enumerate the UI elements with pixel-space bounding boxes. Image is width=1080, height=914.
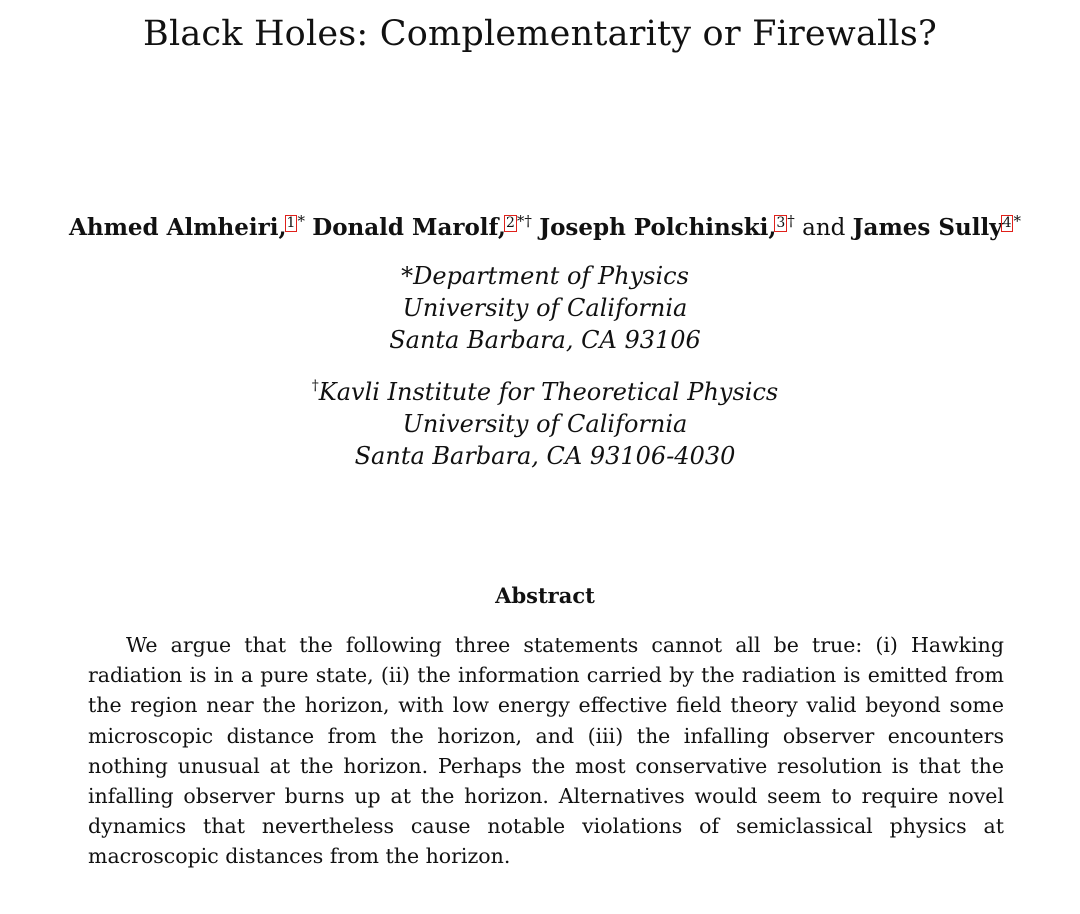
author-name: Ahmed Almheiri, (69, 214, 287, 241)
footnote-link[interactable]: 4 (1002, 215, 1012, 231)
abstract-text: We argue that the following three statements cannot all be true: (i) Hawking radiation is in a pure state, (ii) the information carried by the radiation is emitted from the region near the horizon, with low energy effective field theory valid beyond some microscopic distance from the horizon, and (iii) the infalling observer encounters nothing unusual at the horizon. Perhaps the most conservative resolution is that the infalling observer burns up at the horizon. Alternatives would seem to require novel dynamics that nevertheless cause notable violations of semiclassical physics at macroscopic distances from the horizon. (88, 633, 1004, 869)
author-conjunction: and (802, 215, 846, 241)
author-name: James Sully (852, 214, 1003, 241)
author-name: Donald Marolf, (312, 214, 506, 241)
affiliation-text: Kavli Institute for Theoretical Physics (318, 378, 779, 406)
affiliation-marker: *† (516, 212, 532, 230)
affiliation-marker: * (1013, 212, 1021, 230)
affiliation-line: University of California (402, 294, 688, 322)
footnote-link[interactable]: 1 (286, 215, 296, 231)
affiliation-marker: † (311, 378, 319, 394)
affiliation-line: *Department of Physics (401, 262, 689, 290)
affiliation-line: Santa Barbara, CA 93106 (389, 326, 701, 354)
abstract-heading: Abstract (495, 583, 595, 608)
affiliation-line: University of California (402, 410, 688, 438)
affiliation-marker: † (787, 212, 795, 230)
affiliation-marker: * (297, 212, 305, 230)
footnote-link[interactable]: 2 (505, 215, 515, 231)
affiliation-line: Santa Barbara, CA 93106-4030 (354, 442, 736, 470)
affiliation-physics-dept (0, 260, 1080, 356)
author-list (0, 212, 1080, 241)
author-name: Joseph Polchinski, (539, 214, 777, 241)
affiliation-kavli-institute (0, 370, 1080, 472)
paper-title: Black Holes: Complementarity or Firewalls? (143, 14, 937, 54)
affiliation-line (0, 370, 1080, 408)
footnote-link[interactable]: 3 (776, 215, 786, 231)
